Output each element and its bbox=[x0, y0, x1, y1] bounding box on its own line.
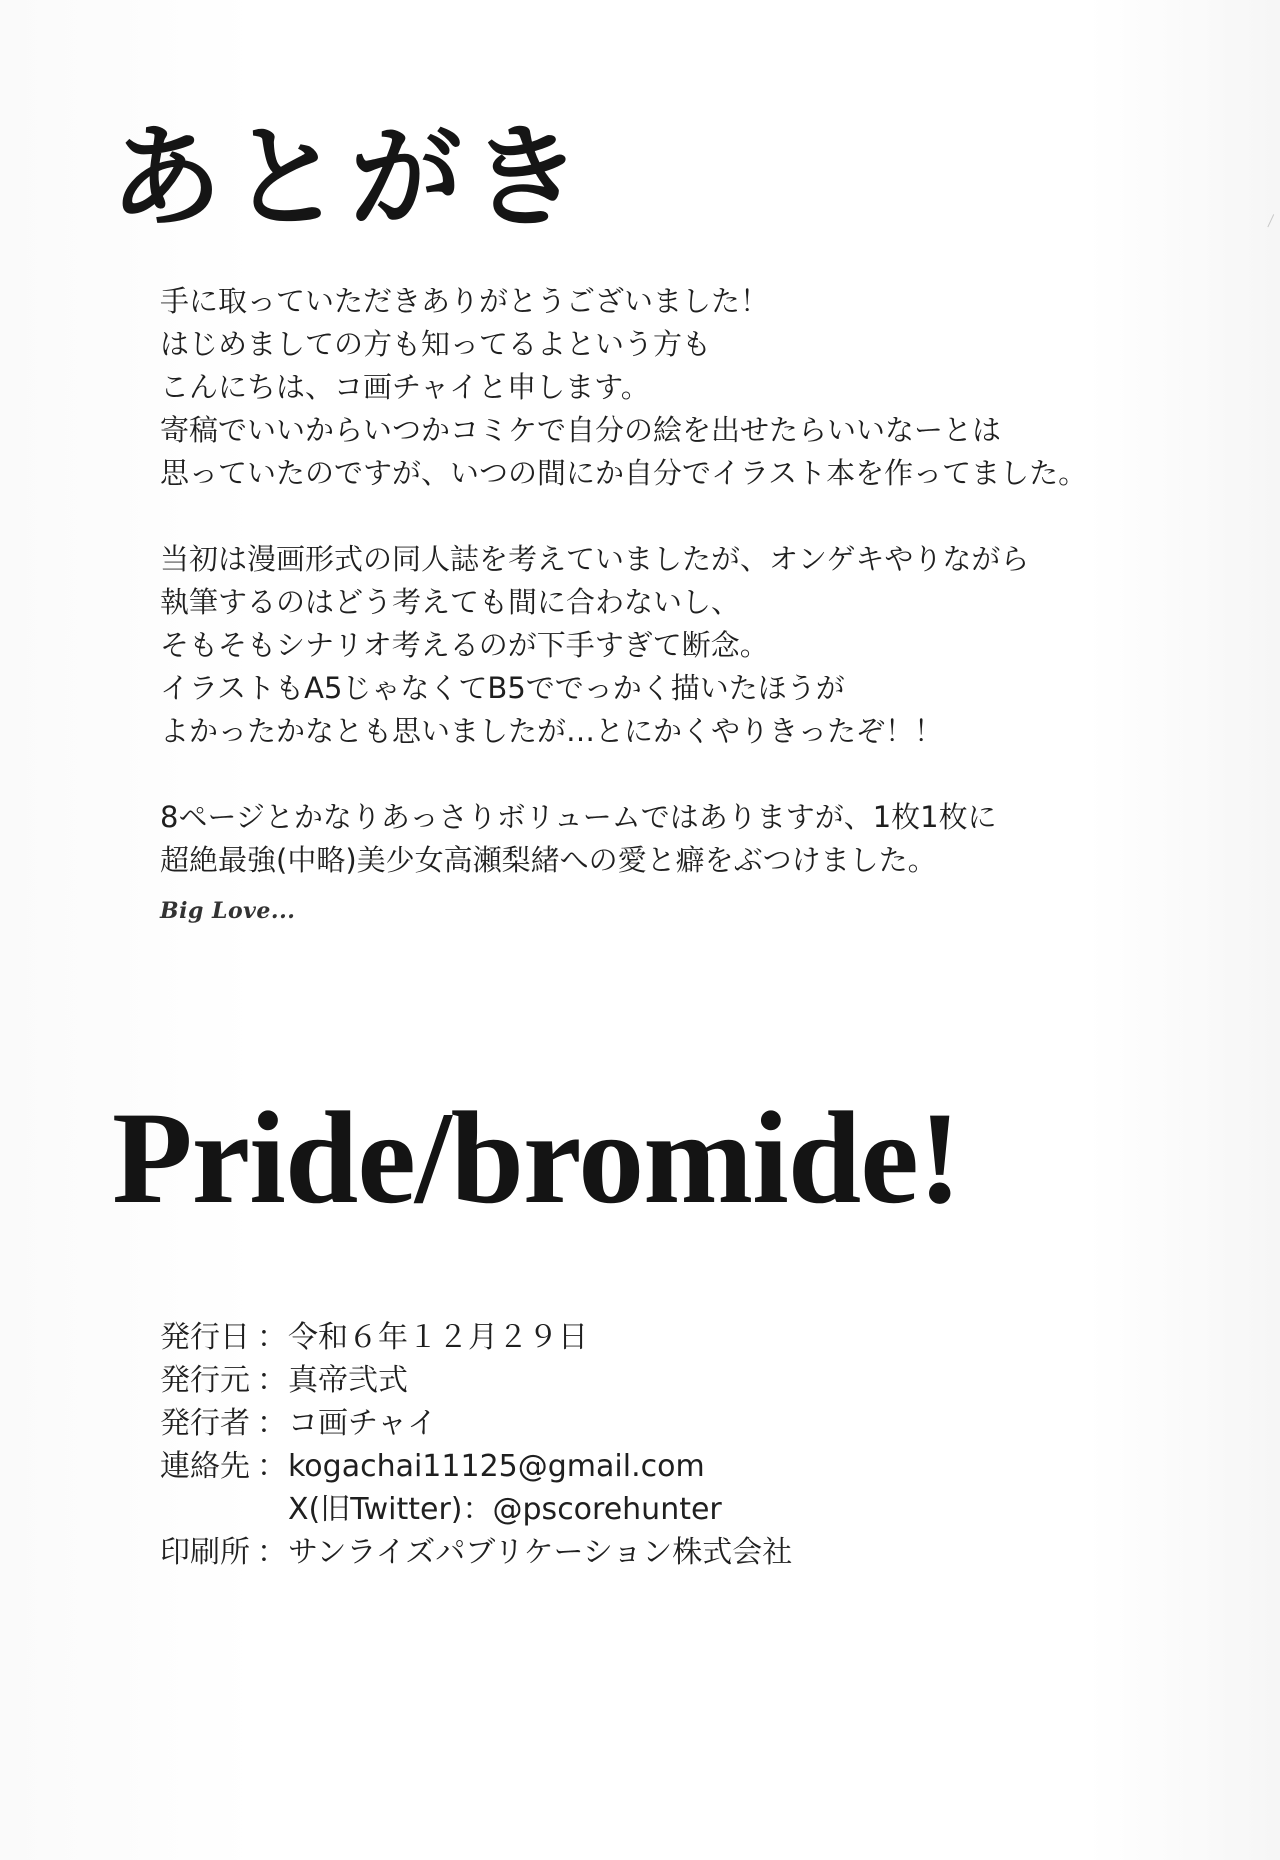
colophon-value: コ画チャイ bbox=[288, 1406, 438, 1441]
text-line: こんにちは、コ画チャイと申します。 bbox=[160, 370, 650, 404]
colophon-issuer bbox=[160, 1402, 792, 1445]
paragraph-2 bbox=[160, 538, 1240, 753]
signature: Big Love... bbox=[160, 898, 296, 924]
colophon-separator: ： bbox=[257, 1449, 287, 1484]
colophon-separator: ： bbox=[257, 1535, 287, 1570]
colophon-indent bbox=[160, 1488, 288, 1531]
colophon-label: 発行日 bbox=[160, 1320, 250, 1355]
colophon-value: 令和６年１２月２９日 bbox=[288, 1320, 588, 1355]
text-line: 当初は漫画形式の同人誌を考えていましたが、オンゲキやりながら bbox=[160, 542, 1030, 576]
text-line: そもそもシナリオ考えるのが下手すぎて断念。 bbox=[160, 628, 769, 662]
colophon-value: サンライズパブリケーション株式会社 bbox=[288, 1535, 793, 1570]
text-line: 執筆するのはどう考えても間に合わないし、 bbox=[160, 585, 741, 619]
colophon bbox=[160, 1316, 792, 1574]
paragraph-3 bbox=[160, 796, 1240, 882]
colophon-label: 発行元 bbox=[160, 1363, 250, 1398]
text-line: 手に取っていただきありがとうございました！ bbox=[160, 284, 770, 318]
colophon-contact bbox=[160, 1445, 792, 1488]
contact-x-label: X(旧Twitter) bbox=[288, 1492, 463, 1527]
colophon-printer bbox=[160, 1531, 792, 1574]
page-edge-mark bbox=[1267, 214, 1279, 230]
text-line: 寄稿でいいからいつかコミケで自分の絵を出せたらいいなーとは bbox=[160, 413, 1002, 447]
colophon-publisher bbox=[160, 1359, 792, 1402]
colophon-separator: ： bbox=[257, 1320, 287, 1355]
text-line: よかったかなとも思いましたが…とにかくやりきったぞ！！ bbox=[160, 714, 944, 748]
colophon-contact-x bbox=[160, 1488, 792, 1531]
text-line: はじめましての方も知ってるよという方も bbox=[160, 327, 712, 361]
colophon-issue-date bbox=[160, 1316, 792, 1359]
text-line: 思っていたのですが、いつの間にか自分でイラスト本を作ってました。 bbox=[160, 456, 1088, 490]
paragraph-1 bbox=[160, 280, 1240, 495]
colophon-separator: ： bbox=[257, 1406, 287, 1441]
text-line: 超絶最強(中略)美少女高瀬梨緒への愛と癖をぶつけました。 bbox=[160, 843, 937, 877]
contact-email: kogachai11125@gmail.com bbox=[288, 1449, 705, 1484]
contact-x-handle: @pscorehunter bbox=[492, 1492, 722, 1527]
book-title: Pride/bromide! bbox=[112, 1084, 961, 1231]
colophon-value: 真帝弐式 bbox=[288, 1363, 408, 1398]
colophon-label: 印刷所 bbox=[160, 1535, 250, 1570]
colophon-label: 発行者 bbox=[160, 1406, 250, 1441]
afterword-body bbox=[160, 280, 1240, 925]
text-line: 8ページとかなりあっさりボリュームではありますが、1枚1枚に bbox=[160, 800, 997, 834]
afterword-heading: あとがき bbox=[110, 112, 590, 243]
colophon-separator: ： bbox=[257, 1363, 287, 1398]
text-line: イラストもA5じゃなくてB5ででっかく描いたほうが bbox=[160, 671, 845, 705]
colophon-separator: ： bbox=[462, 1492, 493, 1527]
colophon-label: 連絡先 bbox=[160, 1449, 250, 1484]
